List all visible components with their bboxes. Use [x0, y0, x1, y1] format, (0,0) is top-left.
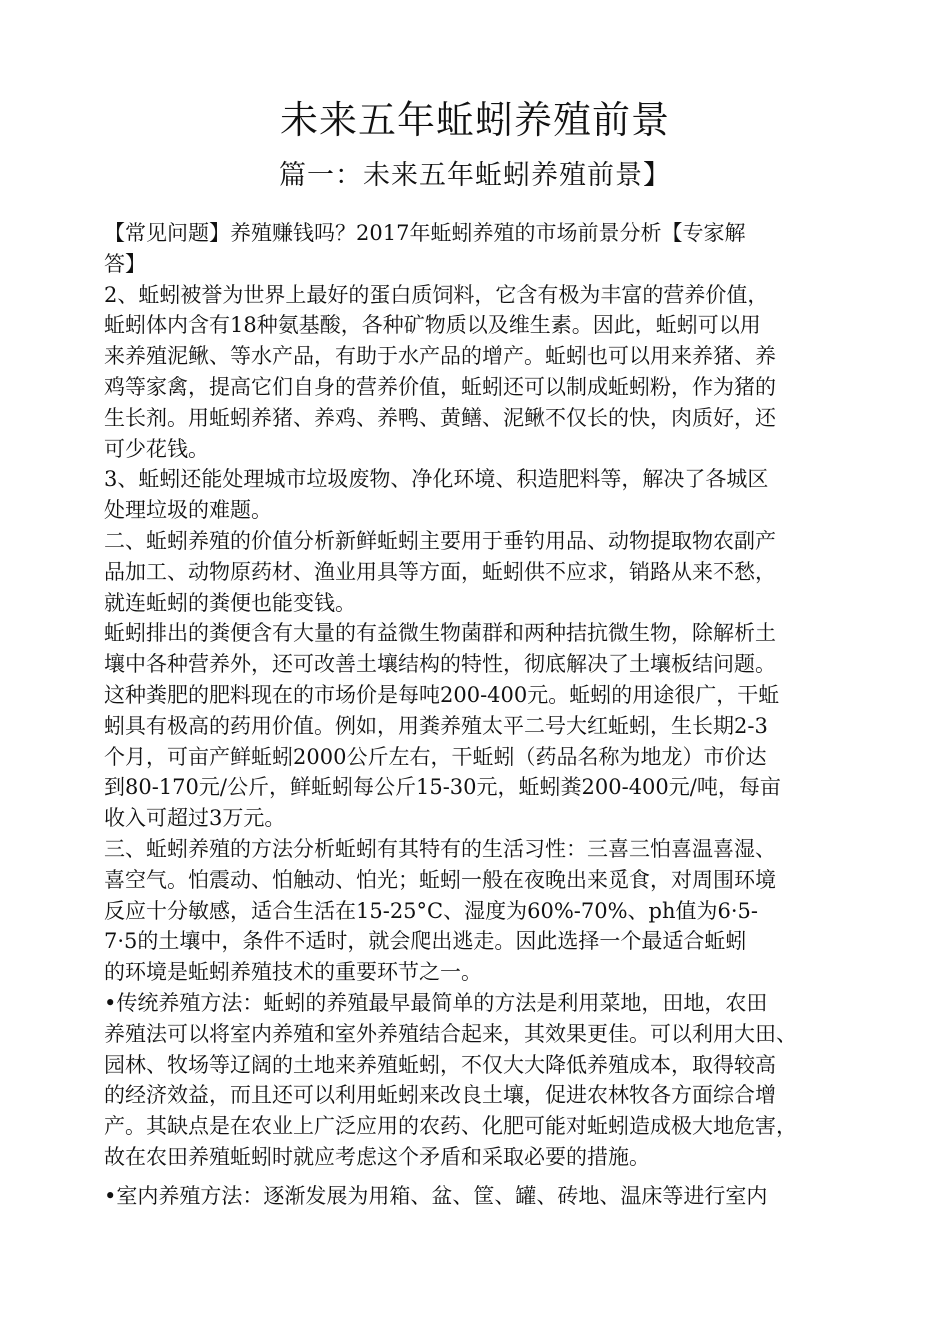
text-line: 3、蚯蚓还能处理城市垃圾废物、净化环境、积造肥料等，解决了各城区 [104, 467, 769, 492]
text-line: 反应十分敏感，适合生活在15-25°C、湿度为60%-70%、ph值为6·5- [104, 898, 759, 923]
text-line: •室内养殖方法：逐渐发展为用箱、盆、筐、罐、砖地、温床等进行室内 [104, 1183, 768, 1208]
text-line: 收入可超过3万元。 [104, 806, 286, 831]
text-line: 的环境是蚯蚓养殖技术的重要环节之一。 [104, 960, 482, 985]
text-line: 故在农田养殖蚯蚓时就应考虑这个矛盾和采取必要的措施。 [104, 1144, 650, 1169]
text-line: 三、蚯蚓养殖的方法分析蚯蚓有其特有的生活习性：三喜三怕喜温喜湿、 [104, 836, 776, 861]
text-line: 这种粪肥的肥料现在的市场价是每吨200-400元。蚯蚓的用途很广，干蚯 [104, 682, 780, 707]
text-line: •传统养殖方法：蚯蚓的养殖最早最简单的方法是利用菜地，田地，农田 [104, 990, 768, 1015]
text-line: 产。其缺点是在农业上广泛应用的农药、化肥可能对蚯蚓造成极大地危害， [104, 1114, 797, 1139]
text-line: 到80-170元/公斤，鲜蚯蚓每公斤15-30元，蚯蚓粪200-400元/吨，每亩 [104, 775, 781, 800]
text-line: 蚓具有极高的药用价值。例如，用粪养殖太平二号大红蚯蚓，生长期2-3 [104, 713, 768, 738]
text-line: 蚯蚓排出的粪便含有大量的有益微生物菌群和两种拮抗微生物，除解析土 [104, 621, 776, 646]
text-line: 处理垃圾的难题。 [104, 498, 272, 523]
text-line: 品加工、动物原药材、渔业用具等方面，蚯蚓供不应求，销路从来不愁， [104, 559, 776, 584]
text-line: 蚯蚓体内含有18种氨基酸，各种矿物质以及维生素。因此，蚯蚓可以用 [104, 313, 761, 338]
text-line: 生长剂。用蚯蚓养猪、养鸡、养鸭、黄鳝、泥鳅不仅长的快，肉质好，还 [104, 405, 776, 430]
text-line: 壤中各种营养外，还可改善土壤结构的特性，彻底解决了土壤板结问题。 [104, 652, 776, 677]
document-subtitle: 篇一：未来五年蚯蚓养殖前景】 [279, 160, 671, 191]
text-line: 就连蚯蚓的粪便也能变钱。 [104, 590, 356, 615]
text-line: 答】 [104, 251, 146, 276]
text-line: 【常见问题】养殖赚钱吗？2017年蚯蚓养殖的市场前景分析【专家解 [104, 221, 746, 245]
text-line: 鸡等家禽，提高它们自身的营养价值，蚯蚓还可以制成蚯蚓粉，作为猪的 [104, 374, 776, 399]
document-body [104, 218, 864, 1212]
text-line: 养殖法可以将室内养殖和室外养殖结合起来，其效果更佳。可以利用大田、 [104, 1021, 797, 1046]
text-line: 的经济效益，而且还可以利用蚯蚓来改良土壤，促进农林牧各方面综合增 [104, 1083, 776, 1108]
text-line: 个月，可亩产鲜蚯蚓2000公斤左右，干蚯蚓（药品名称为地龙）市价达 [104, 744, 767, 769]
text-line: 园林、牧场等辽阔的土地来养殖蚯蚓，不仅大大降低养殖成本，取得较高 [104, 1052, 776, 1077]
text-line: 可少花钱。 [104, 436, 209, 461]
text-line: 喜空气。怕震动、怕触动、怕光；蚯蚓一般在夜晚出来觅食，对周围环境 [104, 867, 776, 892]
text-line: 来养殖泥鳅、等水产品，有助于水产品的增产。蚯蚓也可以用来养猪、养 [104, 344, 776, 369]
text-line: 7·5的土壤中，条件不适时，就会爬出逃走。因此选择一个最适合蚯蚓 [104, 929, 747, 954]
text-line: 2、蚯蚓被誉为世界上最好的蛋白质饲料，它含有极为丰富的营养价值， [104, 282, 769, 307]
text-line: 二、蚯蚓养殖的价值分析新鲜蚯蚓主要用于垂钓用品、动物提取物农副产 [104, 528, 776, 553]
document-title: 未来五年蚯蚓养殖前景 [279, 98, 670, 142]
